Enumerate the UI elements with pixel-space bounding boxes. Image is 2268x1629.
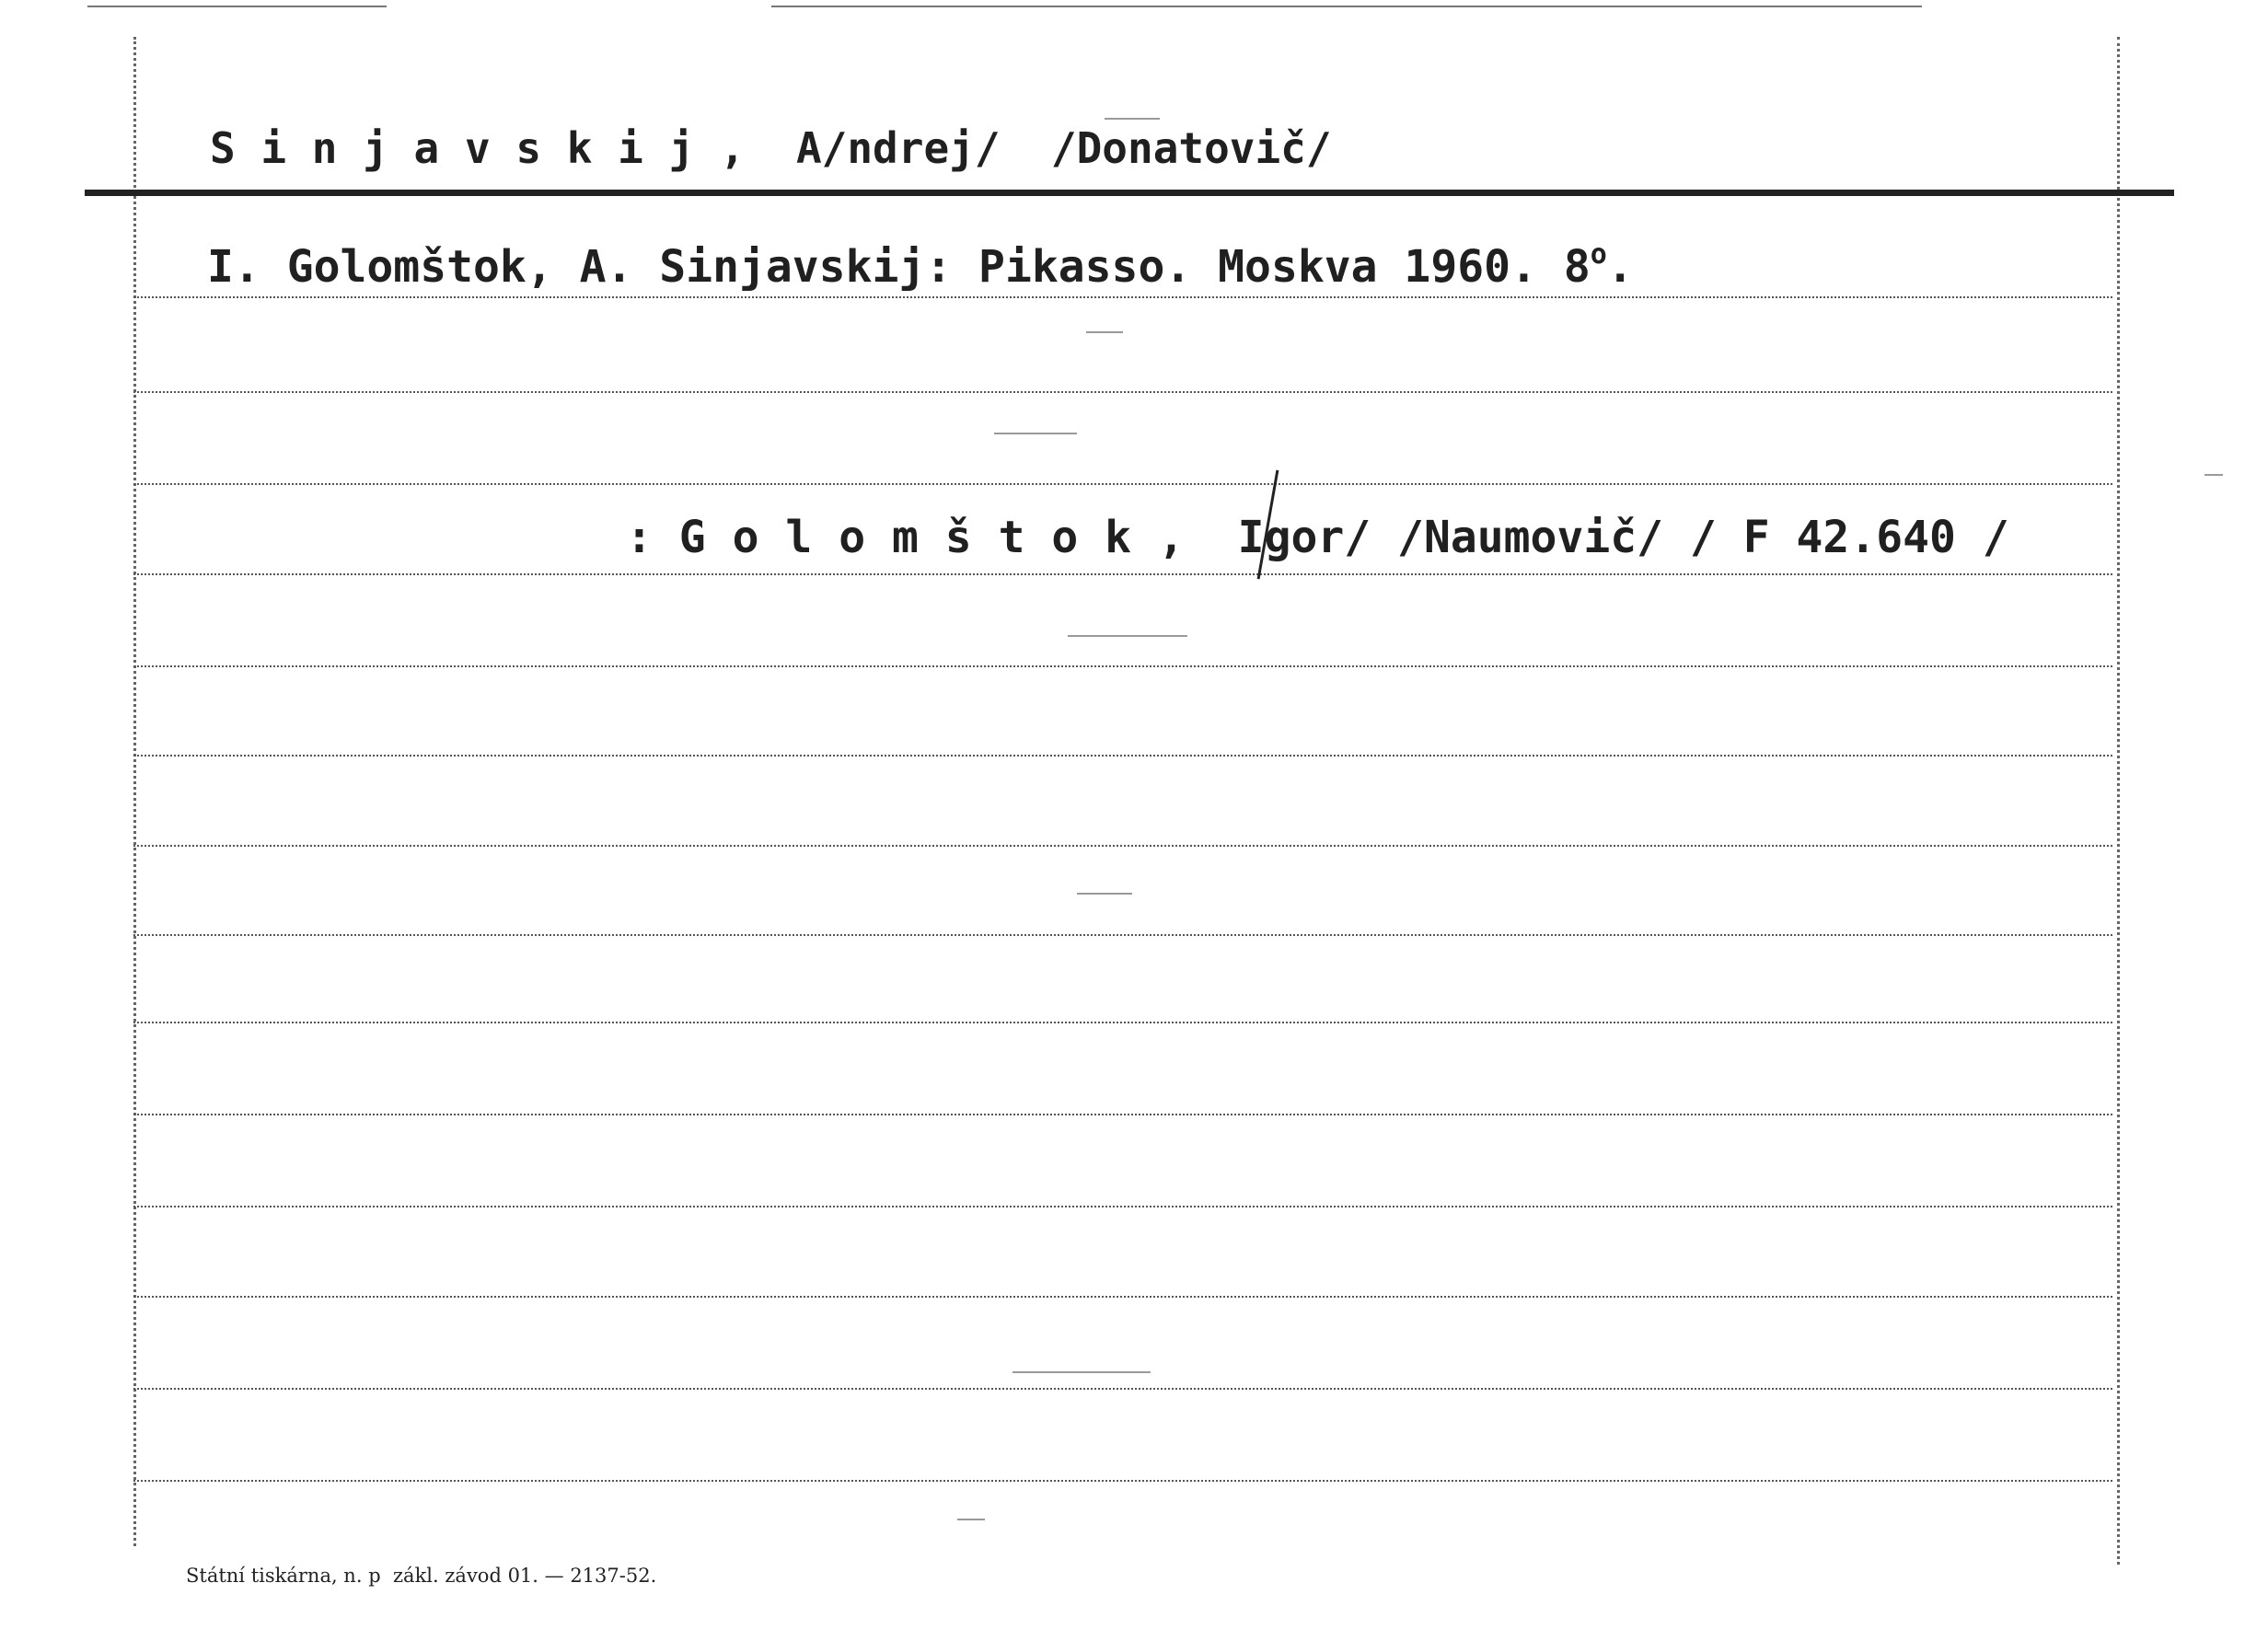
ruled-line: [133, 665, 2112, 667]
card-heading: S i n j a v s k i j , A/ndrej/ /Donatovič/: [210, 123, 1332, 173]
citation-end: .: [1606, 241, 1634, 293]
ruled-line: [133, 1114, 2112, 1115]
scan-speck: [1012, 1371, 1151, 1373]
citation-superscript: o: [1590, 238, 1607, 271]
ruled-line: [133, 483, 2112, 485]
scan-speck: [957, 1519, 985, 1520]
ruled-line: [133, 755, 2112, 757]
ruled-line: [133, 296, 2112, 298]
ruled-line: [133, 934, 2112, 936]
card-top-edge-left: [87, 6, 387, 7]
ruled-line: [133, 845, 2112, 847]
citation-text: I. Golomštok, A. Sinjavskij: Pikasso. Moskva 1960. 8: [207, 241, 1591, 293]
citation-line: [207, 238, 1634, 293]
ruled-line: [133, 1022, 2112, 1023]
heading-rule: [85, 190, 2174, 196]
right-margin-guide: [2117, 37, 2120, 1565]
cross-reference: : G o l o m š t o k , Igor/ /Naumovič/ / F 42.640 /: [626, 512, 2009, 563]
scan-speck: [994, 433, 1077, 434]
scan-speck: [1077, 893, 1132, 895]
scan-speck: [1086, 331, 1123, 333]
printer-imprint: Státní tiskárna, n. p zákl. závod 01. — 2137-52.: [186, 1565, 657, 1587]
ruled-line: [133, 1206, 2112, 1207]
ruled-line: [133, 1480, 2112, 1482]
scan-speck: [1068, 635, 1187, 637]
ruled-line: [133, 391, 2112, 393]
scan-speck: [2204, 474, 2223, 476]
card-top-edge-right: [771, 6, 1922, 7]
ruled-line: [133, 1296, 2112, 1298]
scan-speck: [1105, 118, 1160, 120]
ruled-line: [133, 1388, 2112, 1390]
left-margin-guide: [133, 37, 136, 1546]
ruled-line: [133, 573, 2112, 575]
